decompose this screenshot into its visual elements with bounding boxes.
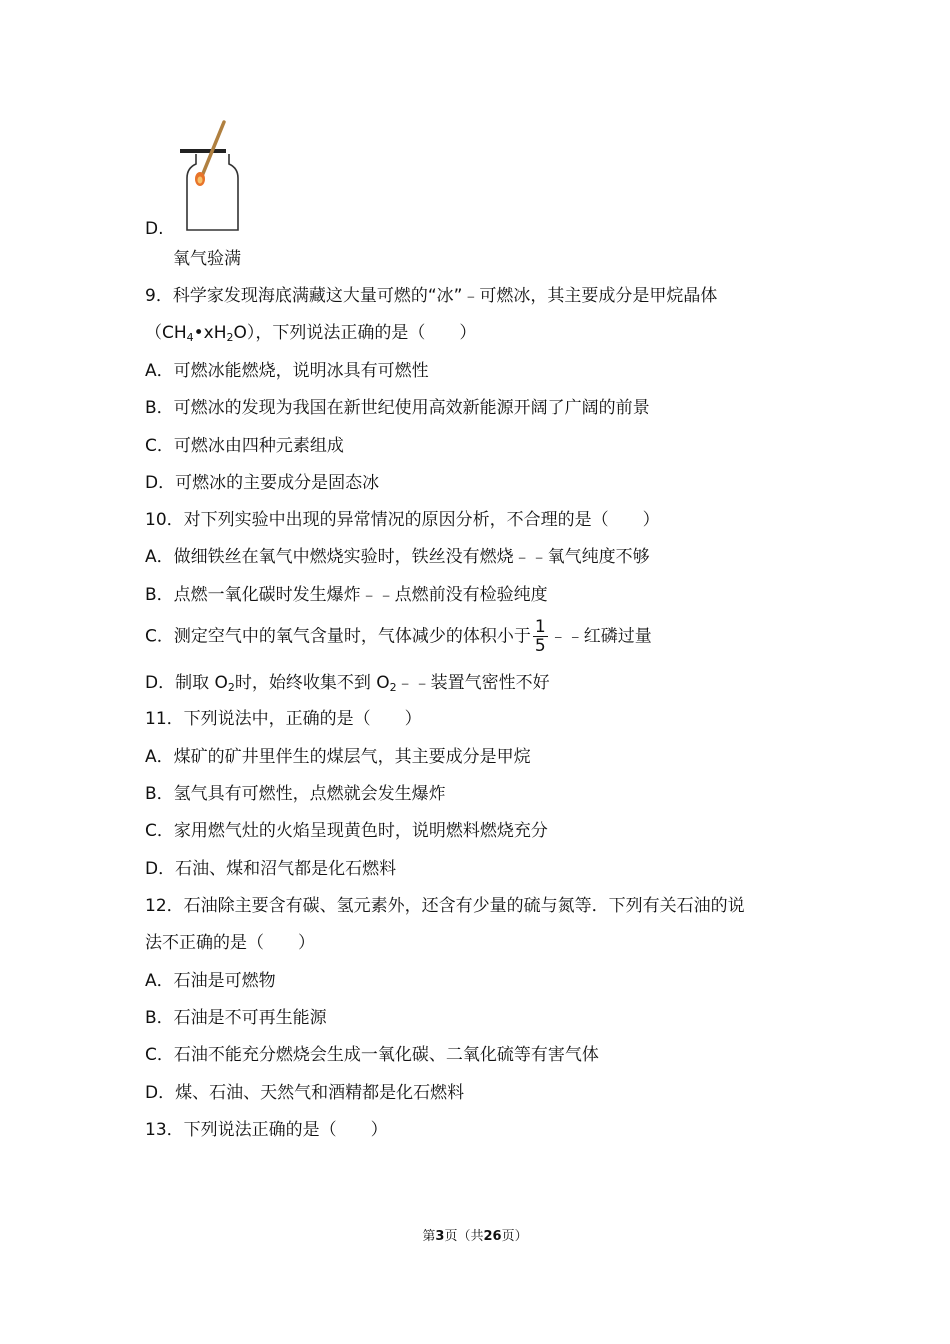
q12-option-b: B．石油是不可再生能源 — [145, 1008, 327, 1028]
q12-option-c: C．石油不能充分燃烧会生成一氧化碳、二氧化硫等有害气体 — [145, 1045, 599, 1065]
q10-stem: 10．对下列实验中出现的异常情况的原因分析，不合理的是（ ） — [145, 510, 660, 530]
q9-option-b: B．可燃冰的发现为我国在新世纪使用高效新能源开阔了广阔的前景 — [145, 398, 650, 418]
q12-stem-line1: 12．石油除主要含有碳、氢元素外，还含有少量的硫与氮等．下列有关石油的说 — [145, 896, 745, 916]
q11-stem: 11．下列说法中，正确的是（ ） — [145, 709, 422, 729]
oxygen-full-test-figure — [172, 118, 242, 234]
q8-option-d-label: D. — [145, 219, 164, 239]
gas-bottle — [187, 154, 238, 230]
q10-option-d: D．制取 $O_2$时，始终收集不到 $O_2﹣﹣$装置气密性不好 — [145, 673, 550, 694]
q12-option-a: A．石油是可燃物 — [145, 971, 276, 991]
q10-option-a: A．做细铁丝在氧气中燃烧实验时，铁丝没有燃烧﹣﹣氧气纯度不够 — [145, 547, 650, 567]
page-footer: 第3页（共26页） — [422, 1229, 528, 1244]
q8-option-d-caption: 氧气验满 — [173, 249, 241, 269]
q9-stem-line2: $(CH_4•xH_2O)$，下列说法正确的是（ ） — [145, 323, 477, 344]
q9-option-c: C．可燃冰由四种元素组成 — [145, 436, 344, 456]
q10-option-c: C．测定空气中的氧气含量时，气体减少的体积小于 $\frac{1}{5}$ ﹣﹣红磷过量 — [145, 617, 652, 656]
fraction-one-fifth: $\frac{1}{5}$ — [534, 617, 546, 656]
glass-plate — [180, 149, 226, 153]
q12-stem-line2: 法不正确的是（ ） — [145, 933, 315, 953]
q12-option-d: D．煤、石油、天然气和酒精都是化石燃料 — [145, 1083, 465, 1103]
page-total: 26 — [483, 1229, 502, 1244]
q11-option-d: D．石油、煤和沼气都是化石燃料 — [145, 859, 397, 879]
q11-option-a: A．煤矿的矿井里伴生的煤层气，其主要成分是甲烷 — [145, 747, 531, 767]
q13-stem: 13．下列说法正确的是（ ） — [145, 1120, 388, 1140]
page-number: 3 — [435, 1229, 445, 1244]
q9-stem-line1: 9．科学家发现海底满藏这大量可燃的“冰”﹣可燃冰，其主要成分是甲烷晶体 — [145, 286, 718, 306]
q9-option-a: A．可燃冰能燃烧，说明冰具有可燃性 — [145, 361, 429, 381]
q11-option-b: B．氢气具有可燃性，点燃就会发生爆炸 — [145, 784, 446, 804]
q10-option-b: B．点燃一氧化碳时发生爆炸﹣﹣点燃前没有检验纯度 — [145, 585, 548, 605]
q11-option-c: C．家用燃气灶的火焰呈现黄色时，说明燃料燃烧充分 — [145, 821, 548, 841]
q9-option-d: D．可燃冰的主要成分是固态冰 — [145, 473, 380, 493]
